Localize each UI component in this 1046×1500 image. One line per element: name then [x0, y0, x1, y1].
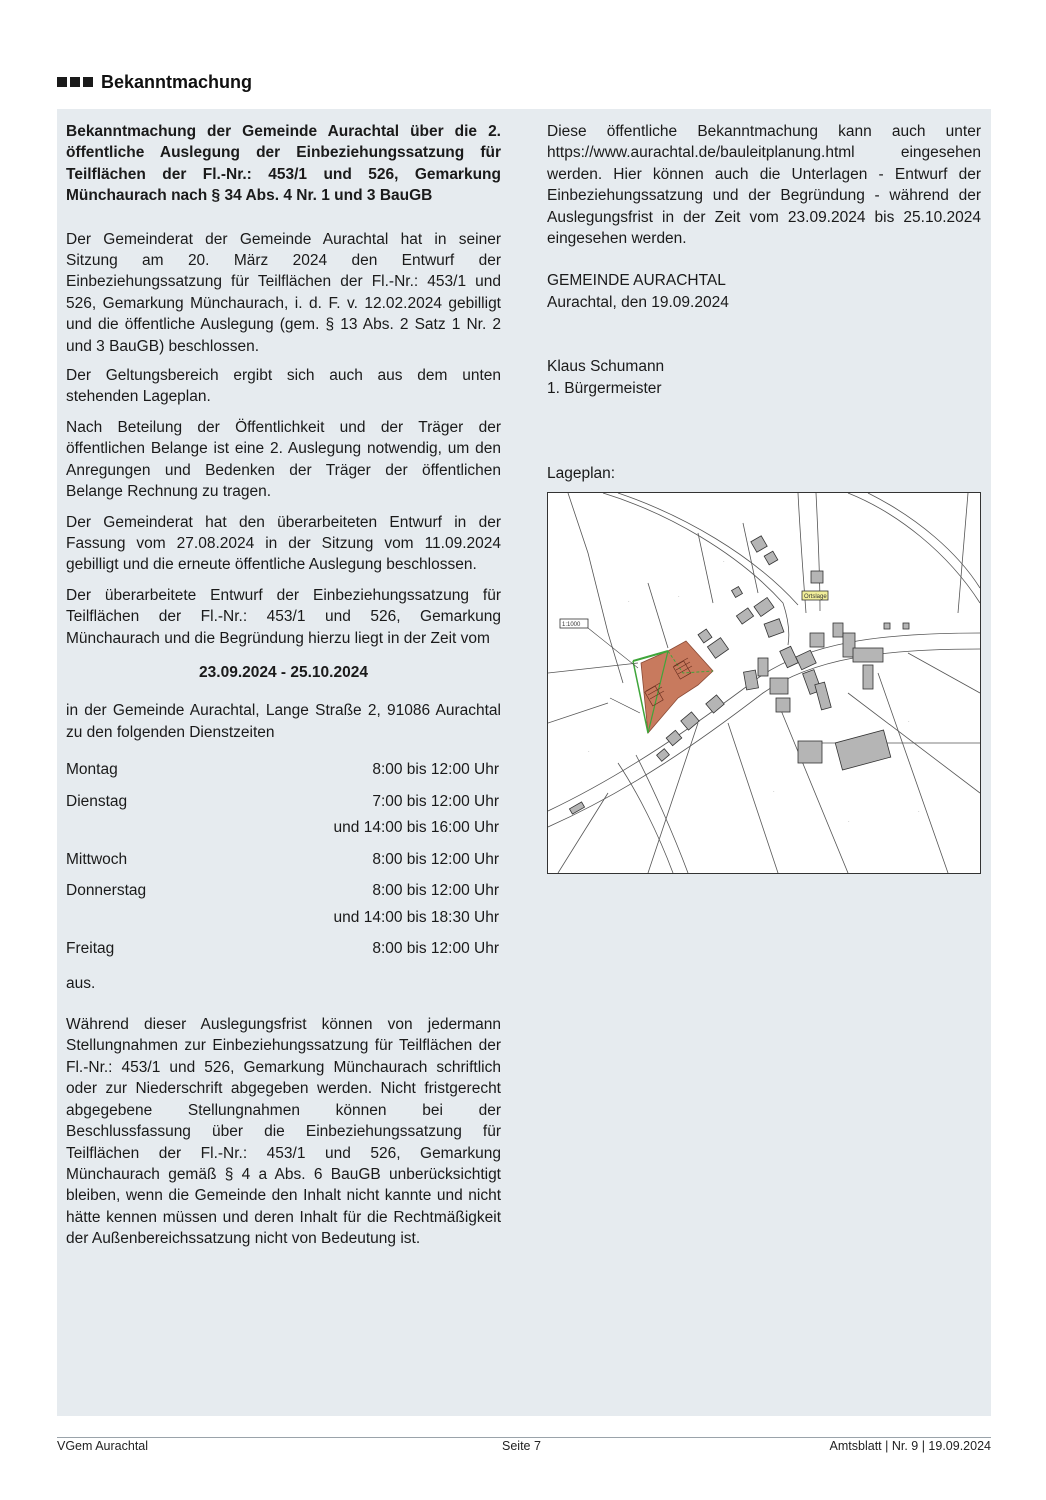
hours-row — [66, 931, 499, 963]
signer-name: Klaus Schumann — [547, 358, 665, 376]
signer-title: 1. Bürgermeister — [547, 379, 662, 397]
hours-day: Donnerstag — [66, 882, 147, 900]
map-caption: Lageplan: — [547, 465, 616, 483]
page-footer — [57, 1439, 991, 1455]
footer-issue: Amtsblatt | Nr. 9 | 19.09.2024 — [829, 1439, 991, 1453]
organization-name: GEMEINDE AURACHTAL — [547, 272, 726, 290]
paragraph-statements: Während dieser Auslegungsfrist können von jedermann Stellungnahmen zur Einbeziehungssatzung für Teilflächen der Fl.-Nr.: 453/1 und 526, Gemarkung Münchaurach schriftlich oder zur Niederschrift abgegeben werden. Nicht fristgerecht abgegebene Stellungnahmen können bei der Beschlussfassung über die Einbeziehungssatzung für Teilflächen der Fl.-Nr.: 453/1 und 526, Gemarkung Münchaurach gemäß § 4 a Abs. 6 BauGB unberücksichtigt bleiben, wenn die Gemeinde den Inhalt nicht kannte und nicht hätte kennen müssen und deren Inhalt für die Rechtmäßigkeit der Außenbereichssatzung nicht von Bedeutung ist. — [66, 1016, 501, 1248]
site-plan-drawing — [548, 493, 980, 873]
svg-text:·: · — [908, 719, 910, 726]
hours-row — [66, 905, 499, 932]
svg-text:·: · — [848, 819, 850, 826]
svg-text:·: · — [588, 749, 590, 756]
footer-page-number: Seite 7 — [502, 1439, 541, 1453]
paragraph-revised-draft: Der Gemeinderat hat den überarbeiteten Entwurf in der Fassung vom 27.08.2024 in der Sitzung vom 11.09.2024 gebilligt und die erneute öffentliche Auslegung beschlossen. — [66, 513, 501, 574]
paragraph-display-period: Der überarbeitete Entwurf der Einbeziehungssatzung für Teilflächen der Fl.-Nr.: 453/1 und 526, Gemarkung Münchaurach und die Begründung hierzu liegt in der Zeit vom — [66, 586, 501, 647]
paragraph-online-notice: Diese öffentliche Bekanntmachung kann auch unter https://www.aurachtal.de/bauleitplanung.html eingesehen werden. Hier können auch die Unterlagen - Entwurf der Einbeziehungssatzung und der Begründung - während der Auslegungsfrist in der Zeit vom 23.09.2024 bis 25.10.2024 eingesehen werden. — [547, 123, 981, 248]
section-marker-icon — [57, 77, 93, 87]
hours-day: Dienstag — [66, 792, 128, 810]
paragraph-second-display: Nach Beteilung der Öffentlichkeit und der Träger der öffentlichen Belange ist eine 2. Auslegung notwendig, um den Anregungen und Bedenken der Träger der öffentlichen Belange Rechnung zu tragen. — [66, 418, 501, 501]
hours-day: Mittwoch — [66, 850, 128, 868]
footer-divider — [57, 1437, 991, 1438]
announcement-title: Bekanntmachung der Gemeinde Aurachtal über die 2. öffentliche Auslegung der Einbeziehungssatzung für Teilflächen der Fl.-Nr.: 453/1 und 526, Gemarkung Münchaurach nach § 34 Abs. 4 Nr. 1 und 3 BauGB — [66, 123, 501, 205]
svg-text:·: · — [918, 809, 920, 816]
hours-time: und 14:00 bis 16:00 Uhr — [333, 819, 499, 837]
hours-day: Montag — [66, 761, 118, 779]
paragraph-location: in der Gemeinde Aurachtal, Lange Straße 2, 91086 Aurachtal zu den folgenden Dienstzeiten — [66, 702, 501, 741]
hours-time: 8:00 bis 12:00 Uhr — [372, 850, 499, 868]
hours-row — [66, 815, 499, 842]
hours-time: 8:00 bis 12:00 Uhr — [372, 761, 499, 779]
hours-time: 7:00 bis 12:00 Uhr — [372, 792, 499, 810]
section-header — [57, 70, 252, 94]
scale-tag: 1:1000 — [562, 622, 581, 629]
hours-time: und 14:00 bis 18:30 Uhr — [333, 908, 499, 926]
hours-time: 8:00 bis 12:00 Uhr — [372, 940, 499, 958]
hours-row — [66, 873, 499, 905]
office-hours-table — [66, 757, 499, 963]
paragraph-council-decision: Der Gemeinderat der Gemeinde Aurachtal hat in seiner Sitzung am 20. März 2024 den Entwurf der Einbeziehungssatzung für Teilflächen der Fl.-Nr.: 453/1 und 526, Gemarkung Münchaurach, i. d. F. v. 12.02.2024 gebilligt und die öffentliche Auslegung (gem. § 13 Abs. 2 Satz 1 Nr. 2 und 3 BauGB) beschlossen. — [66, 230, 501, 355]
svg-text:·: · — [678, 594, 680, 601]
hours-time: 8:00 bis 12:00 Uhr — [372, 882, 499, 900]
site-plan-map — [547, 492, 981, 874]
section-title: Bekanntmachung — [101, 71, 253, 92]
svg-text:·: · — [723, 559, 725, 566]
hours-row — [66, 842, 499, 874]
locality-label: Ortslage — [804, 594, 827, 601]
display-date-range: 23.09.2024 - 25.10.2024 — [199, 663, 368, 681]
paragraph-aus: aus. — [66, 974, 96, 992]
right-column — [547, 121, 981, 874]
svg-text:·: · — [773, 789, 775, 796]
svg-text:·: · — [628, 599, 630, 606]
left-column — [66, 121, 501, 1250]
hours-row — [66, 757, 499, 784]
place-and-date: Aurachtal, den 19.09.2024 — [547, 293, 729, 311]
hours-row — [66, 784, 499, 816]
hours-day: Freitag — [66, 940, 115, 958]
footer-publisher: VGem Aurachtal — [57, 1439, 149, 1453]
paragraph-scope: Der Geltungsbereich ergibt sich auch aus dem unten stehenden Lageplan. — [66, 367, 501, 406]
